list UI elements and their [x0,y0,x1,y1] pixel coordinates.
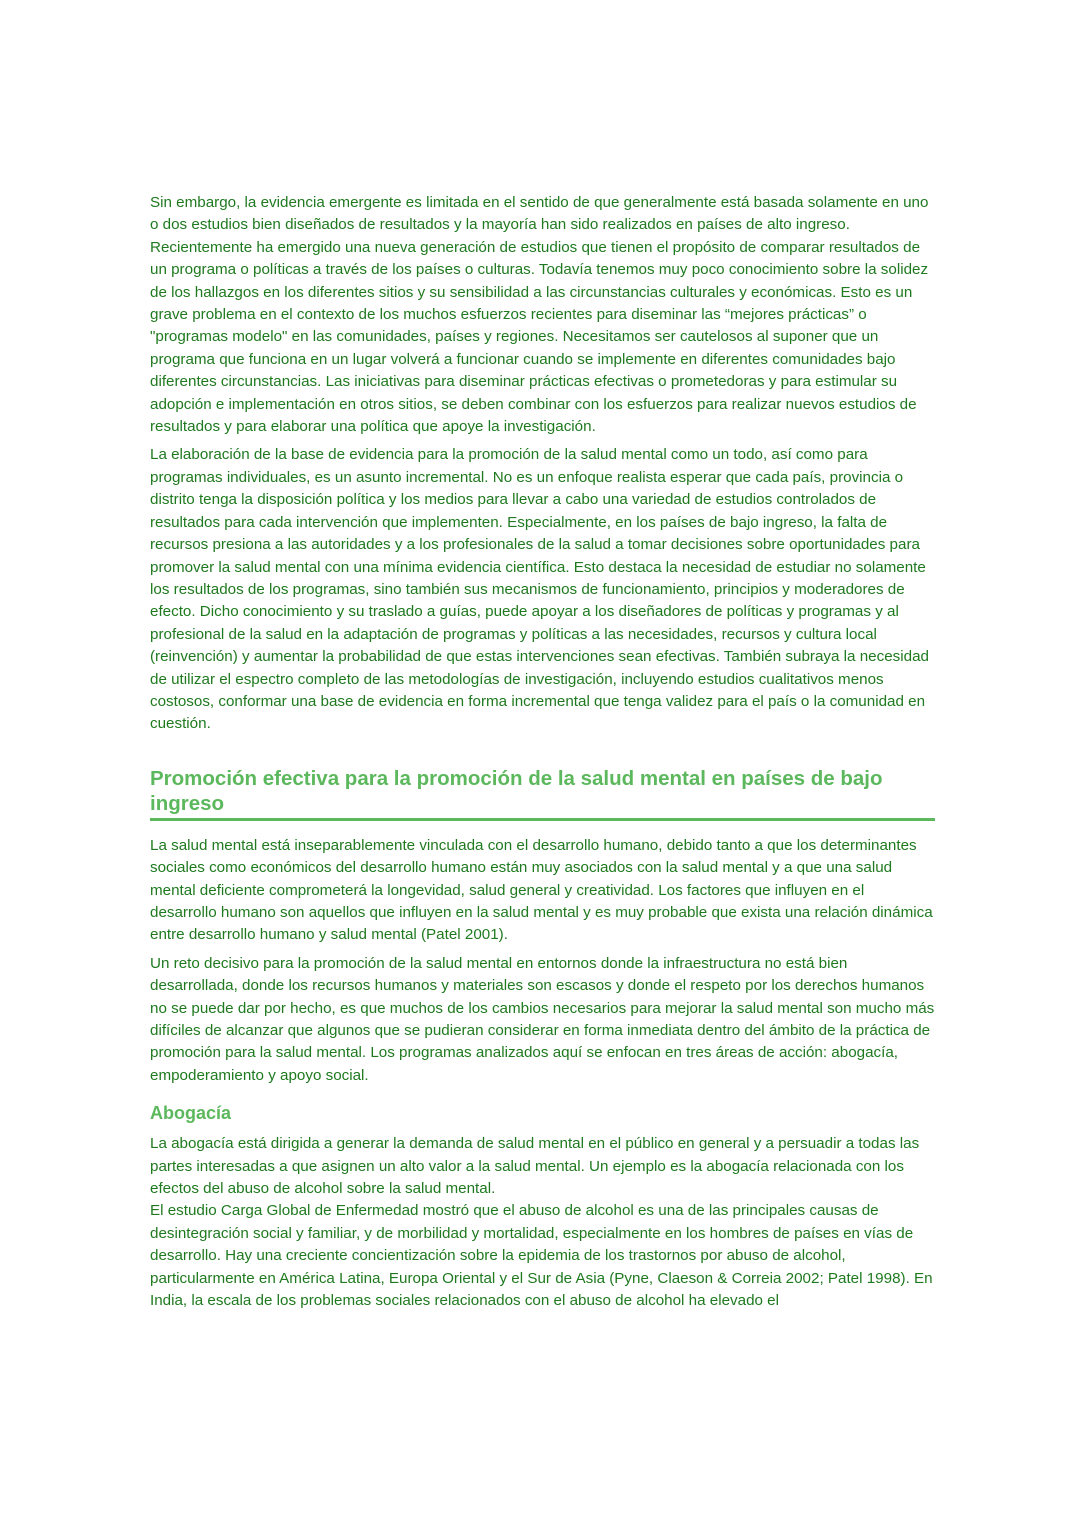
body-paragraph: Sin embargo, la evidencia emergente es limitada en el sentido de que generalmente está basada solamente en uno o dos estudios bien diseñados de resultados y la mayoría han sido realizados en países de alto ingreso. Recientemente ha emergido una nueva generación de estudios que tienen el propósito de comparar resultados de un programa o políticas a través de los países o culturas. Todavía tenemos muy poco conocimiento sobre la solidez de los hallazgos en los diferentes sitios y su sensibilidad a las circunstancias culturales y económicas. Esto es un grave problema en el contexto de los muchos esfuerzos recientes para diseminar las “mejores prácticas” o "programas modelo" en las comunidades, países y regiones. Necesitamos ser cautelosos al suponer que un programa que funciona en un lugar volverá a funcionar cuando se implemente en diferentes comunidades bajo diferentes circunstancias. Las iniciativas para diseminar prácticas efectivas o prometedoras y para estimular su adopción e implementación en otros sitios, se deben combinar con los esfuerzos para realizar nuevos estudios de resultados y para elaborar una política que apoye la investigación. [150,194,929,436]
body-paragraph: El estudio Carga Global de Enfermedad mostró que el abuso de alcohol es una de las principales causas de desintegración social y familiar, y de morbilidad y mortalidad, especialmente en los hombres de países en vías de desarrollo. Hay una creciente concientización sobre la epidemia de los trastornos por abuso de alcohol, particularmente en América Latina, Europa Oriental y el Sur de Asia (Pyne, Claeson & Correia 2002; Patel 1998). En India, la escala de los problemas sociales relacionados con el abuso de alcohol ha elevado el [150,1202,933,1310]
body-paragraph: La abogacía está dirigida a generar la demanda de salud mental en el público en general y a persuadir a todas las partes interesadas a que asignen un alto valor a la salud mental. Un ejemplo es la abogacía relacionada con los efectos del abuso de alcohol sobre la salud mental. [150,1135,920,1198]
body-paragraph: La elaboración de la base de evidencia para la promoción de la salud mental como un todo, así como para programas individuales, es un asunto incremental. No es un enfoque realista esperar que cada país, provincia o distrito tenga la disposición política y los medios para llevar a cabo una variedad de estudios controlados de resultados para cada intervención que implementen. Especialmente, en los países de bajo ingreso, la falta de recursos presiona a las autoridades y a los profesionales de la salud a tomar decisiones sobre oportunidades para promover la salud mental con una mínima evidencia científica. Esto destaca la necesidad de estudiar no solamente los resultados de los programas, sino también sus mecanismos de funcionamiento, principios y moderadores de efecto. Dicho conocimiento y su traslado a guías, puede apoyar a los diseñadores de políticas y programas y al profesional de la salud en la adaptación de programas y políticas a las necesidades, recursos y cultura local (reinvención) y aumentar la probabilidad de que estas intervenciones sean efectivas. También subraya la necesidad de utilizar el espectro completo de las metodologías de investigación, incluyendo estudios cualitativos menos costosos, conformar una base de evidencia en forma incremental que tenga validez para el país o la comunidad en cuestión. [150,446,929,733]
body-paragraph: Un reto decisivo para la promoción de la salud mental en entornos donde la infraestructura no está bien desarrollada, donde los recursos humanos y materiales son escasos y donde el respeto por los derechos humanos no se puede dar por hecho, es que muchos de los cambios necesarios para mejorar la salud mental son mucho más difíciles de alcanzar que algunos que se pudieran considerar en forma inmediata dentro del ámbito de la práctica de promoción para la salud mental. Los programas analizados aquí se enfocan en tres áreas de acción: abogacía, empoderamiento y apoyo social. [150,954,935,1084]
section-heading: Promoción efectiva para la promoción de la salud mental en países de bajo ingreso [150,766,935,821]
document-page [150,192,935,1318]
body-paragraph: La salud mental está inseparablemente vinculada con el desarrollo humano, debido tanto a que los determinantes sociales como económicos del desarrollo humano están muy asociados con la salud mental y a que una salud mental deficiente comprometerá la longevidad, salud general y creatividad. Los factores que influyen en el desarrollo humano son aquellos que influyen en la salud mental y es muy probable que exista una relación dinámica entre desarrollo humano y salud mental (Patel 2001). [150,836,933,944]
subsection-heading: Abogacía [150,1103,232,1124]
